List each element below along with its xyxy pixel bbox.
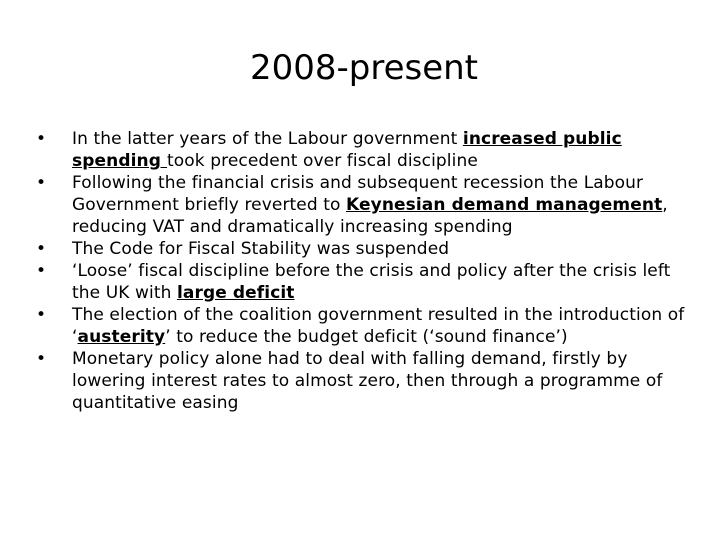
slide-title: 2008-present bbox=[249, 48, 479, 88]
bullet-text: ‘Loose’ fiscal discipline before the crisis and policy after the crisis left the UK with bbox=[72, 261, 671, 303]
bullet-icon: • bbox=[36, 173, 47, 193]
emphasized-term: large deficit bbox=[176, 283, 295, 303]
bullet-icon: • bbox=[36, 239, 47, 259]
bullet-icon: • bbox=[36, 261, 47, 281]
bullet-text: took precedent over fiscal discipline bbox=[167, 151, 478, 171]
bullet-text: , reducing VAT and dramatically increasing spending bbox=[72, 195, 668, 237]
emphasized-term: Keynesian demand management bbox=[346, 195, 663, 215]
bullet-text: The Code for Fiscal Stability was suspended bbox=[72, 239, 450, 259]
bullet-item bbox=[36, 304, 704, 348]
bullet-text: The election of the coalition government resulted in the introduction of ‘ bbox=[72, 305, 685, 347]
bullet-text: Following the financial crisis and subsequent recession the Labour Government briefly reverted to bbox=[72, 173, 644, 215]
bullet-item bbox=[36, 128, 704, 172]
bullet-text: ’ to reduce the budget deficit (‘sound finance’) bbox=[165, 327, 568, 347]
bullet-list bbox=[36, 128, 704, 414]
bullet-item bbox=[36, 172, 704, 238]
bullet-text: Monetary policy alone had to deal with falling demand, firstly by lowering interest rates to almost zero, then through a programme of quantitative easing bbox=[72, 349, 663, 413]
bullet-icon: • bbox=[36, 129, 47, 149]
bullet-icon: • bbox=[36, 305, 47, 325]
bullet-icon: • bbox=[36, 349, 47, 369]
emphasized-term: increased public spending bbox=[72, 129, 622, 171]
bullet-item bbox=[36, 348, 704, 414]
bullet-item bbox=[36, 238, 704, 260]
bullet-text: In the latter years of the Labour government bbox=[72, 129, 463, 149]
emphasized-term: austerity bbox=[77, 327, 166, 347]
bullet-item bbox=[36, 260, 704, 304]
